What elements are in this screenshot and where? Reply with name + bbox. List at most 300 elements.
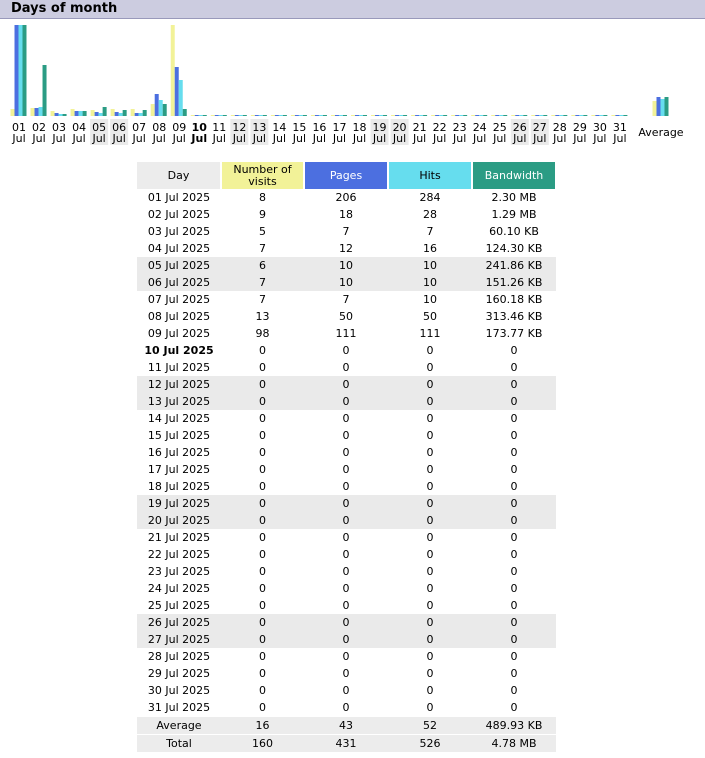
chart-day-label: 23	[452, 121, 467, 134]
day-pages-bar	[95, 112, 99, 116]
day-hits-bar	[419, 115, 423, 116]
chart-month-label: Jul	[52, 132, 66, 145]
row-date: 20 Jul 2025	[137, 512, 221, 529]
row-visits: 0	[259, 429, 266, 442]
chart-month-label: Jul	[232, 132, 246, 145]
day-visits-bar	[491, 115, 495, 116]
day-pages-bar	[455, 115, 459, 116]
day-hits-bar	[119, 113, 123, 116]
chart-day-label: 04	[72, 121, 87, 134]
day-hits-bar	[159, 100, 163, 116]
day-bandwidth-bar	[443, 115, 447, 116]
day-hits-bar	[279, 115, 283, 116]
day-pages-bar	[555, 115, 559, 116]
day-hits-bar	[559, 115, 563, 116]
day-hits-bar	[79, 111, 83, 116]
day-hits-bar	[479, 115, 483, 116]
row-date: 21 Jul 2025	[147, 531, 211, 544]
row-pages: 0	[342, 361, 350, 374]
row-pages: 206	[335, 191, 357, 204]
day-hits-bar	[439, 115, 443, 116]
table-row	[137, 580, 556, 597]
row-visits: 0	[259, 565, 266, 578]
table-row	[137, 444, 556, 461]
row-date: 29 Jul 2025	[147, 667, 211, 680]
average-bandwidth: 489.93 KB	[472, 717, 556, 735]
row-visits: 0	[259, 667, 266, 680]
chart-day-label: 25	[492, 121, 507, 134]
row-bandwidth: 0	[510, 344, 518, 357]
day-hits-bar	[599, 115, 603, 116]
day-pages-bar	[55, 113, 59, 116]
table-row	[137, 206, 556, 223]
day-pages-bar	[35, 108, 39, 116]
day-pages-bar	[315, 115, 319, 116]
day-bandwidth-bar	[203, 115, 207, 116]
day-bandwidth-bar	[323, 115, 327, 116]
day-hits-bar	[39, 107, 43, 116]
day-pages-bar	[355, 115, 359, 116]
day-pages-bar	[495, 115, 499, 116]
day-visits-bar	[451, 115, 455, 116]
row-pages: 0	[342, 446, 350, 459]
day-visits-bar	[291, 115, 295, 116]
table-row	[137, 308, 556, 325]
day-visits-bar	[231, 115, 235, 116]
chart-day-label: 18	[352, 121, 367, 134]
chart-day-label: 15	[292, 121, 307, 134]
day-visits-bar	[431, 115, 435, 116]
table-header-row	[137, 162, 556, 189]
header-hits: Hits	[388, 162, 472, 189]
row-hits: 0	[426, 361, 434, 374]
day-hits-bar	[59, 114, 63, 116]
day-visits-bar	[311, 115, 315, 116]
row-hits: 0	[426, 531, 434, 544]
row-date: 26 Jul 2025	[137, 614, 221, 631]
row-hits: 0	[388, 393, 472, 410]
header-pages: Pages	[304, 162, 388, 189]
row-hits: 0	[426, 667, 434, 680]
row-date: 12 Jul 2025	[137, 376, 221, 393]
chart-day-label: 07	[132, 121, 147, 134]
chart-month-label: Jul	[332, 132, 347, 145]
average-pages-bar	[657, 97, 661, 116]
row-pages: 0	[342, 531, 350, 544]
chart-month-label: Jul	[573, 132, 587, 145]
table-row	[137, 512, 556, 529]
row-date: 19 Jul 2025	[137, 495, 221, 512]
chart-month-label: Jul	[172, 132, 186, 145]
row-bandwidth: 0	[510, 548, 518, 561]
row-hits: 7	[426, 225, 434, 238]
row-hits: 0	[426, 446, 434, 459]
table-row	[137, 342, 556, 359]
total-bandwidth: 4.78 MB	[472, 735, 556, 753]
row-hits: 16	[423, 242, 437, 255]
row-visits: 0	[221, 614, 304, 631]
chart-month-label: Jul	[593, 132, 607, 145]
day-pages-bar	[515, 115, 519, 116]
chart-day-label: 13	[252, 121, 267, 134]
day-visits-bar	[91, 110, 95, 116]
chart-month-label: Jul	[32, 132, 46, 145]
row-visits: 0	[259, 599, 266, 612]
row-pages: 0	[304, 614, 388, 631]
row-visits: 0	[259, 361, 266, 374]
row-date: 18 Jul 2025	[147, 480, 211, 493]
row-hits: 0	[426, 582, 434, 595]
row-bandwidth: 0	[510, 565, 518, 578]
row-date: 13 Jul 2025	[137, 393, 221, 410]
day-bandwidth-bar	[183, 109, 187, 116]
row-hits: 0	[388, 614, 472, 631]
chart-day-label: 17	[332, 121, 347, 134]
row-bandwidth: 313.46 KB	[485, 310, 543, 323]
chart-day-label: 16	[312, 121, 327, 134]
row-bandwidth: 0	[510, 701, 518, 714]
table-row	[137, 291, 556, 308]
chart-day-label: 06	[112, 121, 127, 134]
day-pages-bar	[75, 111, 79, 116]
chart-month-label: Jul	[92, 132, 106, 145]
row-date: 01 Jul 2025	[147, 191, 211, 204]
row-visits: 0	[259, 548, 266, 561]
day-hits-bar	[519, 115, 523, 116]
table-row	[137, 257, 556, 274]
day-hits-bar	[219, 115, 223, 116]
chart-month-label: Jul	[553, 132, 567, 145]
day-hits-bar	[399, 115, 403, 116]
header-visits	[221, 162, 304, 189]
day-visits-bar	[131, 109, 135, 116]
table-row	[137, 665, 556, 682]
row-bandwidth: 0	[472, 512, 556, 529]
row-visits: 0	[259, 412, 266, 425]
row-bandwidth: 0	[510, 480, 518, 493]
average-hits: 52	[388, 717, 472, 735]
day-bandwidth-bar	[423, 115, 427, 116]
day-bandwidth-bar	[383, 115, 387, 116]
chart-month-label: Jul	[352, 132, 367, 145]
day-bandwidth-bar	[163, 104, 167, 116]
average-pages: 43	[304, 717, 388, 735]
chart-month-label: Jul	[493, 132, 507, 145]
row-bandwidth: 0	[510, 667, 518, 680]
row-date: 17 Jul 2025	[147, 463, 211, 476]
row-visits: 0	[221, 631, 304, 648]
day-visits-bar	[251, 115, 255, 116]
row-hits: 0	[426, 480, 434, 493]
average-hits-bar	[661, 99, 665, 116]
chart-month-label: Jul	[212, 132, 226, 145]
row-pages: 0	[304, 512, 388, 529]
row-pages: 50	[339, 310, 353, 323]
table-row	[137, 699, 556, 717]
row-visits: 0	[259, 701, 266, 714]
chart-month-label: Jul	[432, 132, 447, 145]
row-visits: 0	[259, 531, 266, 544]
day-pages-bar	[415, 115, 419, 116]
day-visits-bar	[211, 115, 215, 116]
header-visits-line1: Number of	[233, 162, 292, 176]
day-hits-bar	[19, 25, 23, 116]
row-date: 25 Jul 2025	[147, 599, 211, 612]
row-bandwidth: 0	[510, 412, 518, 425]
chart-month-label: Jul	[72, 132, 86, 145]
table-row	[137, 478, 556, 495]
row-pages: 0	[342, 548, 350, 561]
day-visits-bar	[511, 115, 515, 116]
table-row	[137, 427, 556, 444]
row-visits: 0	[259, 684, 266, 697]
day-bandwidth-bar	[563, 115, 567, 116]
chart-month-label: Jul	[513, 132, 527, 145]
row-bandwidth: 0	[472, 614, 556, 631]
day-pages-bar	[395, 115, 399, 116]
chart-day-label: 08	[152, 121, 167, 134]
day-bandwidth-bar	[623, 115, 627, 116]
day-visits-bar	[151, 104, 155, 116]
day-visits-bar	[111, 109, 115, 116]
day-hits-bar	[259, 115, 263, 116]
day-hits-bar	[359, 115, 363, 116]
row-date: 30 Jul 2025	[147, 684, 211, 697]
day-visits-bar	[331, 115, 335, 116]
chart-month-label: Jul	[533, 132, 547, 145]
day-pages-bar	[375, 115, 379, 116]
row-hits: 10	[388, 274, 472, 291]
average-visits-bar	[653, 101, 657, 116]
row-bandwidth: 0	[472, 376, 556, 393]
day-hits-bar	[539, 115, 543, 116]
row-bandwidth: 0	[472, 631, 556, 648]
chart-month-label: Jul	[473, 132, 487, 145]
chart-month-label: Jul	[292, 132, 307, 145]
row-pages: 0	[304, 495, 388, 512]
day-hits-bar	[319, 115, 323, 116]
row-date: 07 Jul 2025	[147, 293, 211, 306]
row-hits: 0	[426, 565, 434, 578]
day-pages-bar	[295, 115, 299, 116]
table-row	[137, 682, 556, 699]
row-date: 27 Jul 2025	[137, 631, 221, 648]
row-visits: 0	[259, 446, 266, 459]
row-bandwidth: 173.77 KB	[485, 327, 543, 340]
row-visits: 0	[221, 512, 304, 529]
row-bandwidth: 0	[472, 495, 556, 512]
row-date: 03 Jul 2025	[147, 225, 211, 238]
row-visits: 0	[221, 376, 304, 393]
chart-day-label: 11	[212, 121, 227, 134]
day-bandwidth-bar	[263, 115, 267, 116]
days-table	[137, 162, 557, 752]
row-date: 09 Jul 2025	[147, 327, 211, 340]
day-pages-bar	[615, 115, 619, 116]
day-bandwidth-bar	[143, 110, 147, 116]
row-visits: 7	[221, 274, 304, 291]
row-hits: 0	[388, 376, 472, 393]
chart-month-label: Jul	[132, 132, 146, 145]
chart-month-label: Jul	[453, 132, 467, 145]
row-date: 14 Jul 2025	[147, 412, 211, 425]
table-row	[137, 546, 556, 563]
row-date: 11 Jul 2025	[147, 361, 211, 374]
row-visits: 0	[259, 650, 266, 663]
day-visits-bar	[191, 115, 195, 116]
chart-month-label: Jul	[112, 132, 126, 145]
chart-day-label: 26	[512, 121, 527, 134]
row-pages: 0	[342, 684, 350, 697]
chart-day-label: 10	[191, 121, 207, 134]
total-hits: 526	[388, 735, 472, 753]
chart-day-label: 27	[532, 121, 547, 134]
row-pages: 0	[342, 565, 350, 578]
day-pages-bar	[115, 112, 119, 116]
row-bandwidth: 0	[510, 446, 518, 459]
day-pages-bar	[155, 94, 159, 116]
row-visits: 8	[259, 191, 266, 204]
row-visits: 7	[259, 242, 266, 255]
chart-month-label: Jul	[392, 132, 407, 145]
row-hits: 10	[388, 257, 472, 274]
day-visits-bar	[31, 108, 35, 116]
day-visits-bar	[411, 115, 415, 116]
row-date: 06 Jul 2025	[137, 274, 221, 291]
row-visits: 0	[259, 463, 266, 476]
row-pages: 0	[304, 393, 388, 410]
table-row	[137, 376, 556, 393]
chart-day-label: 30	[592, 121, 607, 134]
row-bandwidth: 0	[510, 463, 518, 476]
total-row	[137, 735, 556, 753]
table-row	[137, 393, 556, 410]
day-visits-bar	[71, 109, 75, 116]
row-visits: 0	[259, 344, 266, 357]
day-hits-bar	[99, 113, 103, 116]
row-date: 10 Jul 2025	[144, 344, 214, 357]
chart-day-label: 22	[432, 121, 447, 134]
day-pages-bar	[135, 113, 139, 116]
total-label: Total	[137, 735, 221, 753]
header-day: Day	[137, 162, 221, 189]
header-bandwidth: Bandwidth	[472, 162, 556, 189]
day-bandwidth-bar	[543, 115, 547, 116]
row-hits: 0	[426, 344, 434, 357]
row-bandwidth: 241.86 KB	[472, 257, 556, 274]
day-hits-bar	[379, 115, 383, 116]
row-pages: 0	[342, 650, 350, 663]
row-hits: 0	[388, 495, 472, 512]
row-hits: 0	[426, 429, 434, 442]
row-date: 15 Jul 2025	[147, 429, 211, 442]
table-row	[137, 563, 556, 580]
day-pages-bar	[435, 115, 439, 116]
day-visits-bar	[351, 115, 355, 116]
chart-day-label: 21	[412, 121, 427, 134]
chart-month-label: Jul	[252, 132, 267, 145]
row-hits: 0	[388, 631, 472, 648]
row-date: 24 Jul 2025	[147, 582, 211, 595]
row-hits: 10	[423, 293, 437, 306]
day-bandwidth-bar	[363, 115, 367, 116]
day-hits-bar	[619, 115, 623, 116]
row-pages: 0	[342, 582, 350, 595]
day-visits-bar	[551, 115, 555, 116]
row-bandwidth: 0	[510, 429, 518, 442]
day-bandwidth-bar	[223, 115, 227, 116]
chart-day-label: 24	[472, 121, 487, 134]
row-pages: 111	[335, 327, 357, 340]
day-visits-bar	[371, 115, 375, 116]
row-hits: 111	[419, 327, 441, 340]
row-hits: 0	[426, 650, 434, 663]
chart-day-label: 20	[392, 121, 407, 134]
chart-day-label: 02	[32, 121, 47, 134]
row-bandwidth: 0	[510, 582, 518, 595]
total-visits: 160	[221, 735, 304, 753]
row-visits: 6	[221, 257, 304, 274]
row-visits: 0	[221, 393, 304, 410]
day-bandwidth-bar	[303, 115, 307, 116]
row-date: 16 Jul 2025	[147, 446, 211, 459]
table-row	[137, 461, 556, 478]
day-visits-bar	[531, 115, 535, 116]
row-pages: 0	[342, 667, 350, 680]
row-pages: 0	[342, 412, 350, 425]
row-date: 05 Jul 2025	[137, 257, 221, 274]
row-date: 04 Jul 2025	[147, 242, 211, 255]
row-bandwidth: 124.30 KB	[485, 242, 543, 255]
row-date: 28 Jul 2025	[147, 650, 211, 663]
row-bandwidth: 0	[510, 650, 518, 663]
chart-average-label: Average	[638, 126, 684, 139]
table-row	[137, 410, 556, 427]
row-pages: 12	[339, 242, 353, 255]
chart-month-label: Jul	[12, 132, 26, 145]
chart-day-label: 31	[612, 121, 627, 134]
row-pages: 10	[304, 274, 388, 291]
row-bandwidth: 0	[510, 361, 518, 374]
row-pages: 7	[342, 293, 350, 306]
row-hits: 0	[388, 512, 472, 529]
row-date: 23 Jul 2025	[147, 565, 211, 578]
row-visits: 0	[221, 495, 304, 512]
day-visits-bar	[471, 115, 475, 116]
row-pages: 0	[342, 344, 350, 357]
row-visits: 13	[255, 310, 270, 323]
table-row	[137, 529, 556, 546]
chart-day-label: 14	[272, 121, 287, 134]
table-row	[137, 495, 556, 512]
row-hits: 28	[423, 208, 437, 221]
table-row	[137, 240, 556, 257]
row-hits: 0	[426, 684, 434, 697]
table-row	[137, 274, 556, 291]
table-row	[137, 631, 556, 648]
chart-day-label: 01	[12, 121, 26, 134]
header-visits-line2: visits	[248, 174, 277, 188]
day-bandwidth-bar	[583, 115, 587, 116]
day-visits-bar	[11, 109, 15, 116]
day-bandwidth-bar	[503, 115, 507, 116]
chart-month-label: Jul	[372, 132, 387, 145]
row-pages: 18	[339, 208, 353, 221]
day-pages-bar	[255, 115, 259, 116]
section-title: Days of month	[0, 0, 705, 19]
row-bandwidth: 160.18 KB	[485, 293, 543, 306]
day-bandwidth-bar	[43, 65, 47, 116]
